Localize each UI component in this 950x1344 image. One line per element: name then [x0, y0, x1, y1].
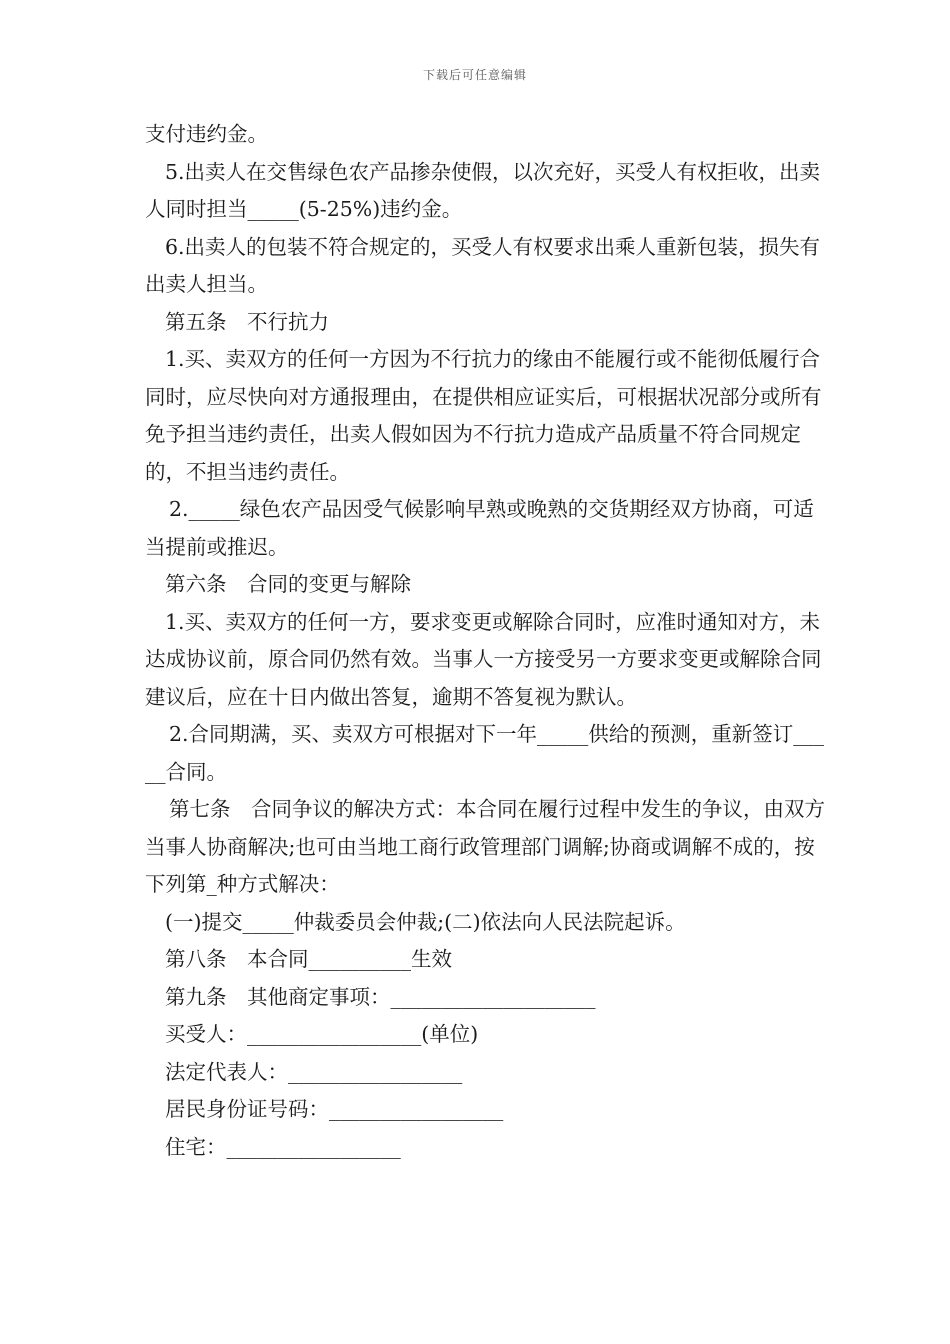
- paragraph: 第七条 合同争议的解决方式：本合同在履行过程中发生的争议，由双方当事人协商解决;也可由当地工商行政管理部门调解;协商或调解不成的，按下列第_种方式解决：: [145, 797, 825, 896]
- paragraph: 2.合同期满，买、卖双方可根据对下一年_____供给的预测，重新签订_____合同。: [145, 722, 825, 784]
- paragraph: 第九条 其他商定事项：____________________: [165, 984, 596, 1009]
- paragraph: 第八条 本合同__________生效: [165, 947, 452, 971]
- paragraph: 支付违约金。: [145, 122, 268, 146]
- section-heading: 第五条 不行抗力: [165, 309, 329, 334]
- paragraph: 6.出卖人的包装不符合规定的，买受人有权要求出乘人重新包装，损失有出卖人担当。: [145, 234, 821, 296]
- paragraph: 1.买、卖双方的任何一方，要求变更或解除合同时，应准时通知对方，未达成协议前，原合同仍然有效。当事人一方接受另一方要求变更或解除合同建议后，应在十日内做出答复，逾期不答复视为默认。: [145, 609, 822, 709]
- paragraph: 5.出卖人在交售绿色农产品掺杂使假，以次充好，买受人有权拒收，出卖人同时担当_____(5-25%)违约金。: [145, 159, 821, 221]
- section-heading: 第六条 合同的变更与解除: [165, 572, 411, 596]
- paragraph: (一)提交_____仲裁委员会仲裁;(二)依法向人民法院起诉。: [165, 909, 686, 934]
- signature-field: 买受人：_________________(单位): [165, 1022, 479, 1046]
- signature-field: 法定代表人：_________________: [165, 1059, 463, 1084]
- document-body: [145, 116, 833, 1166]
- signature-field: 居民身份证号码：_________________: [165, 1097, 504, 1121]
- paragraph: 2._____绿色农产品因受气候影响早熟或晚熟的交货期经双方协商，可适当提前或推迟。: [145, 497, 814, 559]
- page-header: 下载后可任意编辑: [422, 68, 527, 82]
- signature-field: 住宅：_________________: [165, 1134, 401, 1159]
- paragraph: 1.买、卖双方的任何一方因为不行抗力的缘由不能履行或不能彻低履行合同时，应尽快向对方通报理由，在提供相应证实后，可根据状况部分或所有免予担当违约责任，出卖人假如因为不行抗力造成产品质量不符合同规定的，不担当违约责任。: [145, 347, 822, 484]
